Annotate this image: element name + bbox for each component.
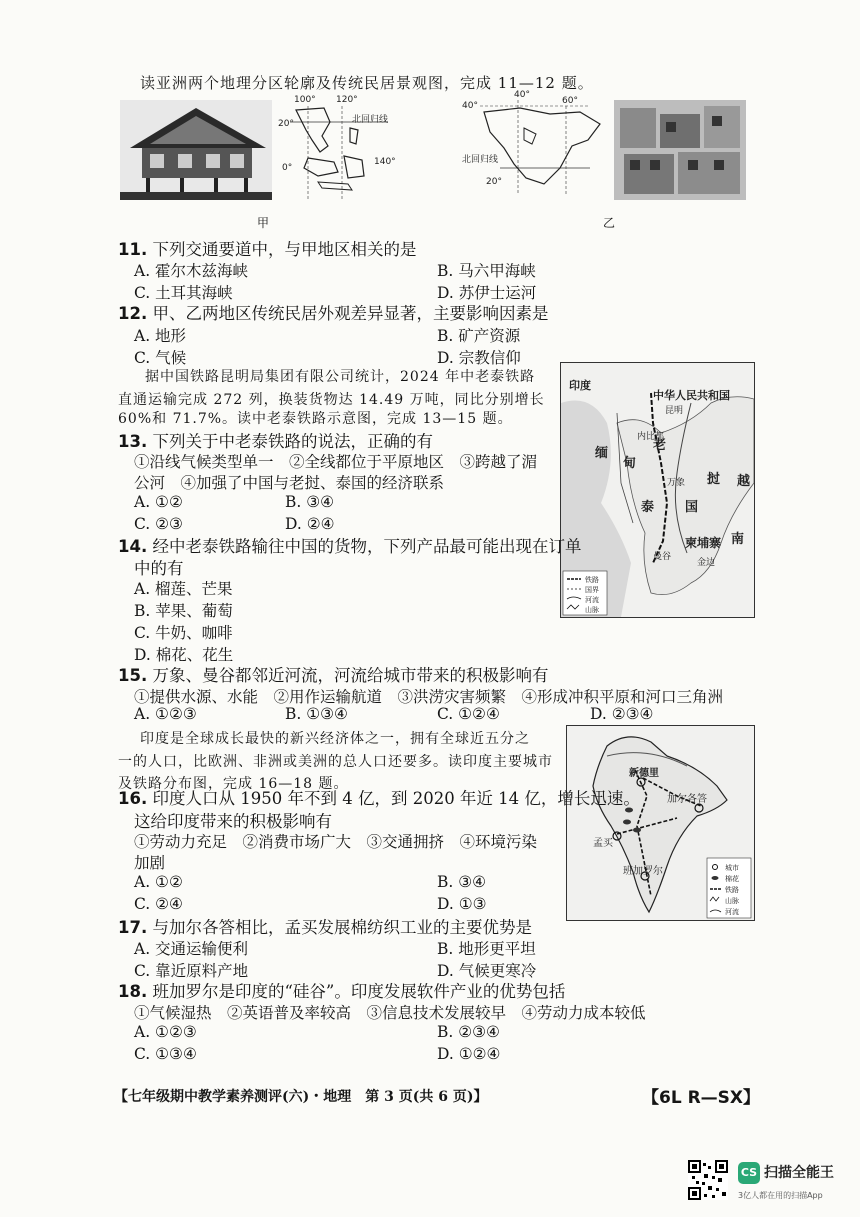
india-map [566, 725, 755, 921]
city-mumbai: 孟买 [593, 838, 613, 849]
question-number: 18. [118, 982, 148, 1001]
option-c: C. 靠近原料产地 [134, 962, 249, 980]
map-a [278, 92, 398, 204]
option-b: B. 马六甲海峡 [437, 262, 536, 280]
option-c: C. ②③ [134, 515, 183, 533]
qr-code [688, 1160, 728, 1200]
figure-label-b: 乙 [603, 216, 616, 230]
legend-border: 国界 [585, 586, 599, 594]
question-text: 与加尔各答相比，孟买发展棉纺织工业的主要优势是 [152, 918, 532, 937]
option-a: A. 地形 [134, 327, 187, 345]
option-a: A. ①② [134, 873, 183, 891]
option-c: C. ②④ [134, 895, 183, 913]
option-d: D. 宗教信仰 [437, 349, 521, 367]
city-phnompenh: 金边 [697, 558, 716, 568]
legend-mountain: 山脉 [585, 606, 599, 614]
option-d: D. ②④ [285, 515, 335, 533]
country-myanmar-2: 甸 [623, 456, 637, 471]
intro-11-12: 读亚洲两个地理分区轮廓及传统民居景观图，完成 11—12 题。 [140, 74, 594, 92]
question-number: 14. [118, 537, 148, 556]
lon-label: 60° [562, 96, 578, 106]
tropic-label: 北回归线 [352, 115, 389, 125]
question-15-stem [118, 662, 548, 686]
legend-railway: 铁路 [725, 886, 739, 894]
statements-line1: ①气候湿热 ②英语普及率较高 ③信息技术发展较早 ④劳动力成本较低 [134, 1004, 646, 1022]
option-d: D. 气候更寒冷 [437, 962, 537, 980]
lon-label: 40° [514, 90, 530, 100]
camscanner-logo-icon: CS [738, 1162, 760, 1184]
option-a: A. ①②③ [134, 705, 197, 723]
question-13-stem [118, 428, 433, 452]
option-b: B. ③④ [285, 493, 335, 511]
option-a: A. ①② [134, 493, 183, 511]
question-14-stem-line2: 中的有 [134, 559, 184, 578]
scanner-brand: 扫描全能王 [764, 1165, 834, 1181]
lat-label: 0° [282, 163, 293, 173]
option-b: B. ①③④ [285, 705, 348, 723]
lon-label: 140° [374, 157, 396, 167]
question-text: 万象、曼谷都邻近河流，河流给城市带来的积极影响有 [152, 666, 549, 685]
city-vientiane: 万象 [667, 478, 686, 488]
option-d: D. ①③ [437, 895, 487, 913]
option-c: C. 牛奶、咖啡 [134, 624, 233, 642]
question-14-stem [118, 533, 581, 557]
option-c: C. 土耳其海峡 [134, 284, 233, 302]
lat-label: 20° [486, 177, 502, 187]
intro-13-15-line1: 据中国铁路昆明局集团有限公司统计，2024 年中老泰铁路 [145, 369, 536, 385]
city-bangalore: 班加罗尔 [623, 866, 663, 877]
option-d: D. ①②④ [437, 1045, 501, 1063]
lat-label: 20° [278, 119, 294, 129]
map-b [460, 88, 610, 198]
city-new-delhi: 新德里 [629, 768, 659, 779]
question-number: 15. [118, 666, 148, 685]
intro-13-15-line2: 直通运输完成 272 列，换装货物达 14.49 万吨，同比分别增长 [118, 392, 545, 408]
scanner-tagline: 3亿人都在用的扫描App [738, 1191, 823, 1200]
page-footer: 【七年级期中教学素养测评(六)・地理 第 3 页(共 6 页)】 [114, 1089, 488, 1105]
option-a: A. 榴莲、芒果 [134, 580, 233, 598]
option-a: A. 霍尔木兹海峡 [134, 262, 249, 280]
question-12-stem [118, 300, 548, 324]
question-text: 经中老泰铁路输往中国的货物，下列产品最可能出现在订单 [152, 537, 582, 556]
country-myanmar: 缅 [595, 446, 609, 461]
city-naypyidaw: 内比都 [637, 432, 665, 442]
city-kolkata: 加尔各答 [667, 794, 707, 805]
option-c: C. 气候 [134, 349, 187, 367]
statements-line1: ①沿线气候类型单一 ②全线都位于平原地区 ③跨越了湄 [134, 453, 538, 471]
option-c: C. ①②④ [437, 705, 500, 723]
legend-river: 河流 [585, 596, 599, 604]
question-number: 17. [118, 918, 148, 937]
house-photo-b [614, 100, 746, 200]
country-laos: 老 [653, 438, 667, 453]
option-d: D. 苏伊士运河 [437, 284, 537, 302]
legend-mountain: 山脉 [725, 897, 739, 905]
question-number: 13. [118, 432, 148, 451]
option-a: A. ①②③ [134, 1023, 197, 1041]
legend-cotton: 棉花 [725, 875, 739, 883]
option-b: B. 矿产资源 [437, 327, 521, 345]
intro-16-18-line3: 及铁路分布图，完成 16—18 题。 [118, 776, 349, 792]
option-b: B. ②③④ [437, 1023, 500, 1041]
question-17-stem [118, 914, 532, 938]
figure-label-a: 甲 [257, 216, 270, 230]
country-thailand: 泰 [641, 500, 655, 515]
question-text: 下列关于中老泰铁路的说法，正确的有 [152, 432, 433, 451]
country-vietnam-2: 南 [731, 532, 745, 547]
option-d: D. ②③④ [590, 705, 654, 723]
country-china: 中华人民共和国 [653, 389, 730, 402]
intro-16-18-line1: 印度是全球成长最快的新兴经济体之一，拥有全球近五分之 [140, 731, 530, 747]
question-number: 12. [118, 304, 148, 323]
country-laos-2: 挝 [707, 472, 721, 487]
legend-railway: 铁路 [585, 576, 599, 584]
lon-label: 100° [294, 95, 316, 105]
option-b: B. 地形更平坦 [437, 940, 536, 958]
statements-line2: 加剧 [134, 854, 166, 872]
intro-16-18-line2: 一的人口，比欧洲、非洲或美洲的总人口还要多。读印度主要城市 [118, 754, 553, 770]
country-vietnam: 越 [737, 474, 751, 489]
city-bangkok: 曼谷 [653, 552, 672, 562]
intro-13-15-line3: 60%和 71.7%。读中老泰铁路示意图，完成 13—15 题。 [118, 411, 513, 427]
legend-city: 城市 [725, 864, 739, 872]
question-number: 16. [118, 789, 148, 808]
country-india: 印度 [569, 379, 591, 392]
question-16-stem-line2: 这给印度带来的积极影响有 [134, 812, 332, 831]
question-16-stem [118, 785, 640, 809]
option-c: C. ①③④ [134, 1045, 197, 1063]
lat-label: 40° [462, 101, 478, 111]
option-b: B. ③④ [437, 873, 487, 891]
option-a: A. 交通运输便利 [134, 940, 249, 958]
option-b: B. 苹果、葡萄 [134, 602, 233, 620]
lon-label: 120° [336, 95, 358, 105]
country-thailand-2: 国 [685, 500, 699, 515]
paper-code: 【6L R—SX】 [642, 1088, 761, 1108]
question-number: 11. [118, 240, 148, 259]
statements-line1: ①提供水源、水能 ②用作运输航道 ③洪涝灾害频繁 ④形成冲积平原和河口三角洲 [134, 688, 724, 706]
question-11-stem [118, 236, 416, 260]
question-text: 下列交通要道中，与甲地区相关的是 [152, 240, 417, 259]
city-kunming: 昆明 [665, 406, 684, 416]
railway-map [560, 362, 755, 618]
question-18-stem [118, 978, 565, 1002]
question-text: 印度人口从 1950 年不到 4 亿，到 2020 年近 14 亿，增长迅速。 [152, 789, 640, 808]
country-cambodia: 柬埔寨 [685, 536, 722, 550]
tropic-label: 北回归线 [462, 155, 499, 165]
option-d: D. 棉花、花生 [134, 646, 234, 664]
legend-river: 河流 [725, 908, 739, 916]
statements-line2: 公河 ④加强了中国与老挝、泰国的经济联系 [134, 474, 445, 492]
question-text: 甲、乙两地区传统民居外观差异显著，主要影响因素是 [152, 304, 549, 323]
statements-line1: ①劳动力充足 ②消费市场广大 ③交通拥挤 ④环境污染 [134, 833, 538, 851]
house-photo-a [120, 100, 272, 200]
question-text: 班加罗尔是印度的“硅谷”。印度发展软件产业的优势包括 [152, 982, 566, 1001]
